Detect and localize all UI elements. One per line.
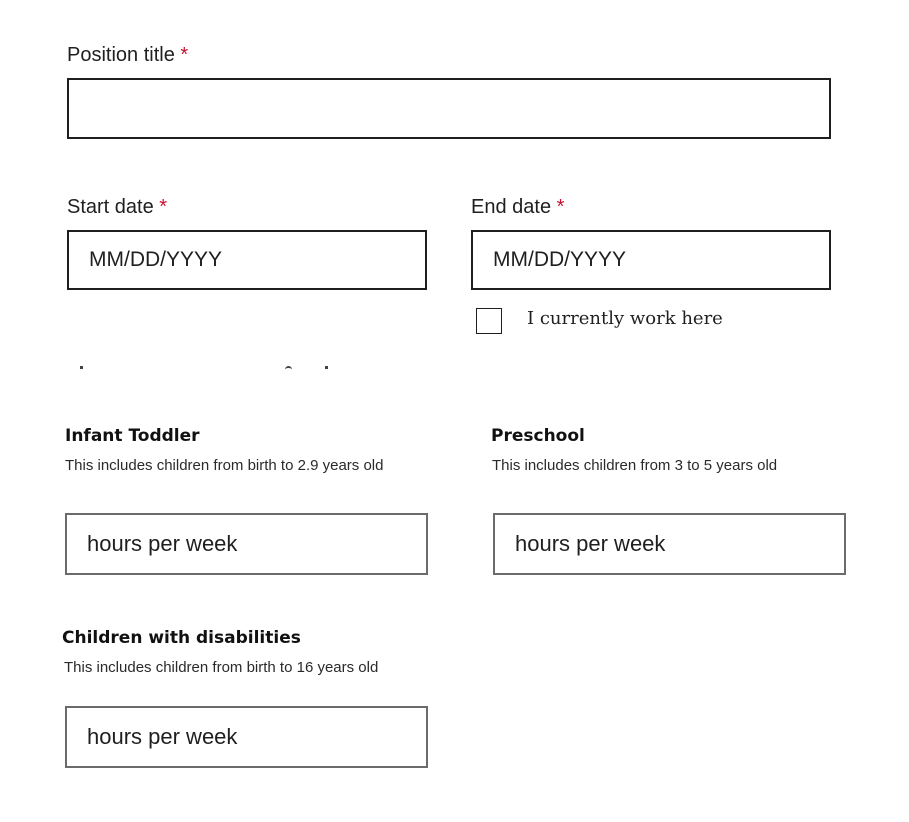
preschool-title: Preschool: [491, 426, 585, 446]
infant-toddler-description: This includes children from birth to 2.9 years old: [65, 457, 384, 474]
end-date-input[interactable]: [471, 230, 831, 290]
start-date-label: [67, 196, 167, 219]
start-date-label-text: Start date: [67, 196, 154, 218]
disabilities-description: This includes children from birth to 16 years old: [64, 659, 379, 676]
position-title-label-text: Position title: [67, 44, 175, 66]
clipped-text-divider: [80, 366, 340, 372]
disabilities-hours-input[interactable]: [65, 706, 428, 768]
current-work-label: I currently work here: [527, 308, 723, 329]
required-mark: *: [159, 196, 168, 218]
start-date-input[interactable]: [67, 230, 427, 290]
infant-toddler-hours-input[interactable]: [65, 513, 428, 575]
infant-toddler-title: Infant Toddler: [65, 426, 200, 446]
position-title-label: [67, 44, 188, 67]
required-mark: *: [180, 44, 189, 66]
position-title-input[interactable]: [67, 78, 831, 139]
preschool-description: This includes children from 3 to 5 years old: [492, 457, 778, 474]
end-date-label: [471, 196, 564, 219]
preschool-hours-input[interactable]: [493, 513, 846, 575]
required-mark: *: [556, 196, 565, 218]
disabilities-title: Children with disabilities: [62, 628, 301, 648]
end-date-label-text: End date: [471, 196, 552, 218]
current-work-checkbox[interactable]: [476, 308, 502, 334]
